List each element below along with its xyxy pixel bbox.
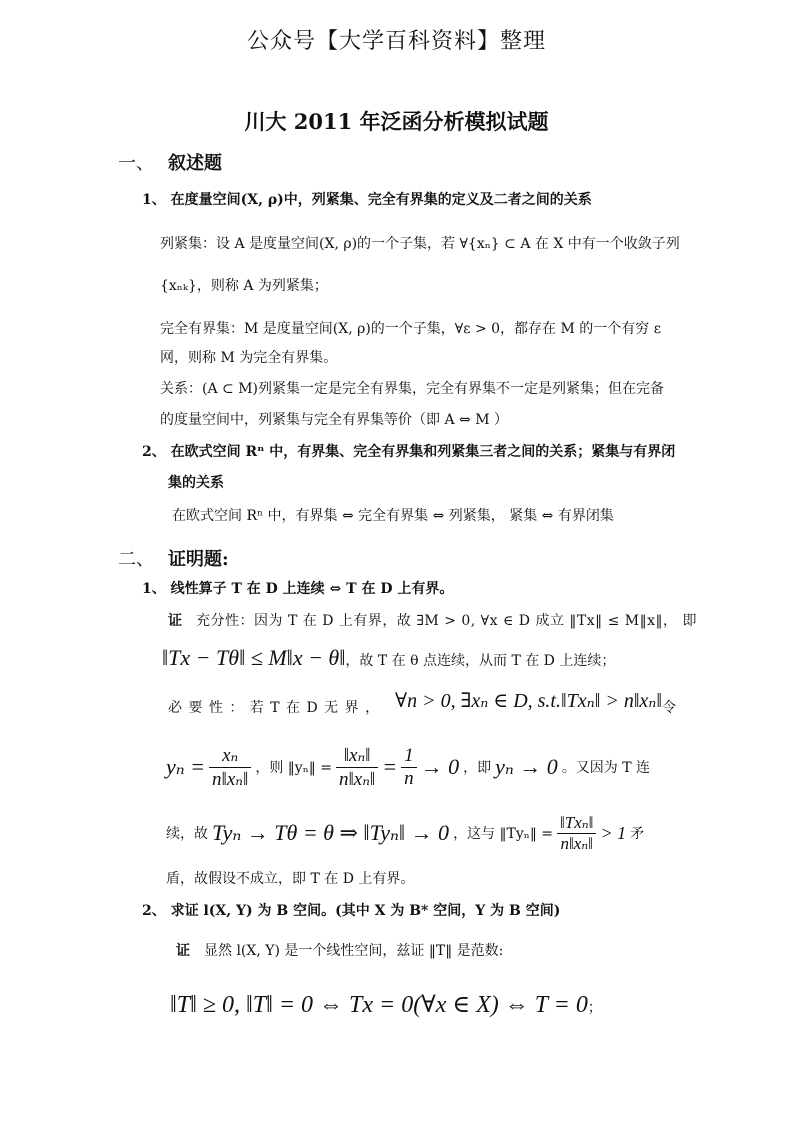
line-5-math: Tyₙ → Tθ = θ ⇒ ‖Tyₙ‖ → 0	[212, 820, 450, 845]
proof-1-sufficiency: 充分性：因为 T 在 D 上有界，故 ∃M > 0, ∀x ∈ D 成立 ‖Tx‖ ≤ M‖x‖， 即	[196, 613, 697, 629]
question-1-label: 1、 在度量空间(X, ρ)中，列紧集、完全有界集的定义及二者之间的关系	[142, 192, 592, 208]
def-compact-line-1: 列紧集：设 A 是度量空间(X, ρ)的一个子集，若 ∀{xₙ} ⊂ A 在 X 中有一个收敛子列	[160, 236, 680, 252]
mao-text: 矛	[630, 826, 645, 842]
proof-2-label: 2、 求证 l(X, Y) 为 B 空间。(其中 X 为 B* 空间，Y 为 B 空间)	[142, 903, 561, 919]
line-5-contradiction: ，这与 ‖Tyₙ‖ =	[453, 826, 553, 842]
fraction-denominator: n‖xₙ‖	[212, 768, 249, 790]
proof-1-necessity-ling: 令	[662, 700, 676, 716]
fraction-denominator: n	[404, 767, 414, 789]
fraction-denominator: n‖xₙ‖	[338, 768, 376, 790]
relation-line-1: 关系：(A ⊂ M)列紧集一定是完全有界集，完全有界集不一定是列紧集；但在完备	[160, 381, 664, 397]
continuity-text: 。又因为 T 连	[561, 760, 651, 776]
relation-line-2: 的度量空间中，列紧集与完全有界集等价（即 A ⇔ M ）	[160, 412, 508, 428]
fraction-norm	[336, 744, 378, 791]
def-totally-bounded-line-2: 网，则称 M 为完全有界集。	[160, 350, 338, 366]
norm-yn-text: ，则 ‖yₙ‖ =	[255, 760, 332, 776]
yn-def: yₙ =	[166, 754, 206, 779]
section-2-label: 证明题:	[168, 549, 229, 570]
fraction-denominator: n‖xₙ‖	[560, 833, 593, 853]
proof-1-label: 1、 线性算子 T 在 D 上连续 ⇔ T 在 D 上有界。	[142, 581, 454, 597]
greater-than-one: > 1	[600, 822, 627, 843]
fraction-numerator: xₙ	[209, 744, 251, 768]
ji-text: ，即	[463, 760, 492, 776]
fraction-one-over-n	[401, 745, 417, 790]
equals-sign: =	[382, 754, 398, 779]
section-2-number: 二、	[118, 549, 154, 570]
line-5-prefix: 续，故	[166, 826, 208, 842]
fraction-txn	[557, 813, 596, 854]
fraction-xn	[209, 744, 251, 791]
question-2-answer: 在欧式空间 Rⁿ 中，有界集 ⇔ 完全有界集 ⇔ 列紧集， 紧集 ⇔ 有界闭集	[172, 508, 614, 524]
yn-limit: yₙ → 0	[495, 754, 558, 779]
proof-1-line-5	[166, 806, 644, 860]
page-title: 川大 2011 年泛函分析模拟试题	[244, 109, 549, 134]
question-2-label-line-2: 集的关系	[168, 475, 224, 491]
norm-property-end: ；	[587, 1000, 602, 1016]
limit-arrow: → 0	[420, 754, 460, 779]
proof-1-line-4	[166, 740, 650, 794]
proof-1-necessity-a: 必 要 性 ： 若 T 在 D 无 界 ，	[168, 700, 381, 716]
proof-1-zheng: 证	[168, 613, 182, 629]
proof-1-line-2	[162, 645, 615, 671]
def-compact-line-2: {xₙₖ}，则称 A 为列紧集；	[160, 278, 328, 294]
fraction-numerator: ‖Txₙ‖	[557, 813, 596, 834]
norm-property-math: ‖T‖ ≥ 0, ‖T‖ = 0 ⇔ Tx = 0(∀x ∈ X) ⇔ T = 0	[170, 992, 588, 1018]
def-totally-bounded-line-1: 完全有界集：M 是度量空间(X, ρ)的一个子集，∀ε > 0，都存在 M 的一个有穷 ε	[160, 321, 661, 337]
proof-2-zheng: 证	[176, 943, 190, 959]
fraction-numerator: ‖xₙ‖	[336, 744, 378, 768]
question-2-label-line-1: 2、 在欧式空间 Rⁿ 中，有界集、完全有界集和列紧集三者之间的关系；紧集与有界闭	[142, 444, 676, 460]
section-1-number: 一、	[118, 153, 154, 174]
proof-1-necessity-math: ∀n > 0, ∃xₙ ∈ D, s.t.‖Txₙ‖ > n‖xₙ‖	[395, 690, 663, 712]
page-header: 公众号【大学百科资料】整理	[246, 29, 546, 54]
proof-2-line-2	[170, 990, 602, 1019]
proof-1-line-2-math: ‖Tx − Tθ‖ ≤ M‖x − θ‖	[162, 645, 346, 670]
proof-1-line-2-text: ，故 T 在 θ 点连续，从而 T 在 D 上连续；	[345, 653, 616, 669]
section-1-label: 叙述题	[168, 153, 222, 174]
fraction-numerator: 1	[401, 745, 417, 768]
proof-2-line-1: 显然 l(X, Y) 是一个线性空间，兹证 ‖T‖ 是范数:	[204, 943, 504, 959]
proof-1-conclusion: 盾，故假设不成立，即 T 在 D 上有界。	[166, 871, 415, 887]
